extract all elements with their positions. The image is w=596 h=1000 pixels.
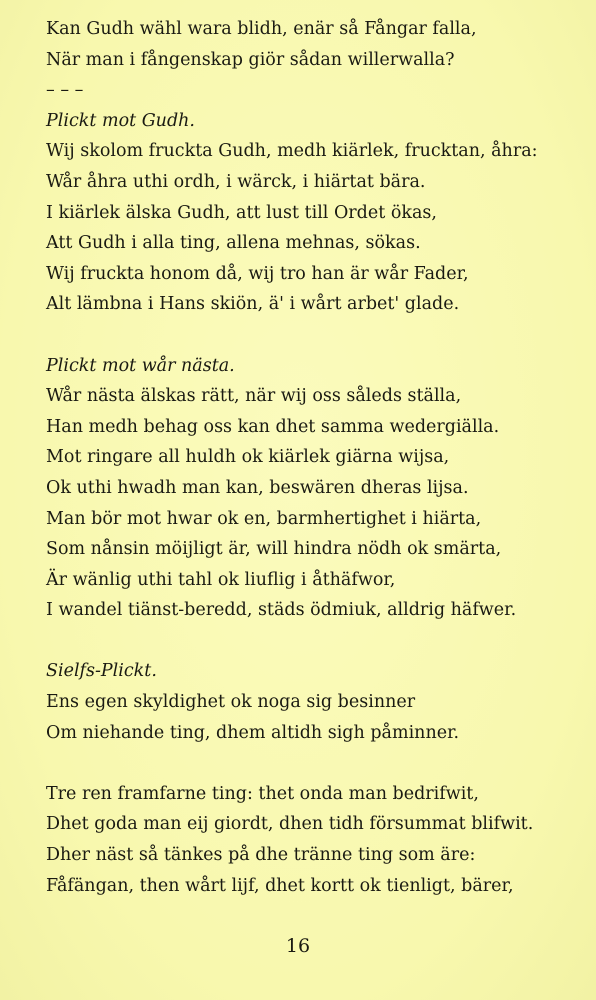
verse-line: Han medh behag oss kan dhet samma wedergiälla. [46, 416, 500, 437]
verse-line: Tre ren framfarne ting: thet onda man bedrifwit, [46, 783, 479, 804]
verse-line: Är wänlig uthi tahl ok liuflig i åthäfwor, [46, 569, 396, 590]
verse-line: Att Gudh i alla ting, allena mehnas, sökas. [46, 233, 421, 254]
verse-line: Fåfängan, then wårt lijf, dhet kortt ok tienligt, bärer, [46, 875, 514, 896]
stanza-gap [46, 626, 576, 657]
verse-line: Ok uthi hwadh man kan, beswären dheras lijsa. [46, 477, 469, 498]
verse-line: Om niehande ting, dhem altidh sigh påminner. [46, 722, 460, 743]
page-number: 16 [285, 935, 311, 957]
verse-line: I kiärlek älska Gudh, att lust till Ordet ökas, [46, 202, 437, 223]
verse-line: Man bör mot hwar ok en, barmhertighet i hiärta, [46, 508, 482, 529]
verse-line: Alt lämbna i Hans skiön, ä' i wårt arbet' glade. [46, 294, 460, 315]
section-heading-gud: Plickt mot Gudh. [46, 110, 195, 131]
poem-text [46, 14, 576, 901]
verse-line: Dhet goda man eij giordt, dhen tidh försummat blifwit. [46, 814, 534, 835]
stanza-gap [46, 748, 576, 779]
section-heading-nasta: Plickt mot wår nästa. [46, 355, 235, 376]
verse-line: Som nånsin möijligt är, will hindra nödh ok smärta, [46, 539, 502, 560]
stanza-gap [46, 320, 576, 351]
verse-line: Mot ringare all huldh ok kiärlek giärna wijsa, [46, 447, 450, 468]
section-heading-sielfs: Sielfs-Plickt. [46, 661, 157, 682]
verse-line: Ens egen skyldighet ok noga sig besinner [46, 692, 416, 713]
verse-line: Wår nästa älskas rätt, när wij oss såleds ställa, [46, 386, 462, 407]
verse-line: Dher näst så tänkes på dhe tränne ting som äre: [46, 845, 476, 866]
verse-line: Kan Gudh wähl wara blidh, enär så Fångar falla, [46, 19, 477, 39]
verse-line: Wår åhra uthi ordh, i wärck, i hiärtat bära. [46, 171, 426, 192]
verse-line: I wandel tiänst-beredd, städs ödmiuk, alldrig häfwer. [46, 600, 517, 621]
section-divider: – – – [46, 80, 84, 101]
verse-line: När man i fångenskap giör sådan willerwalla? [46, 49, 455, 70]
verse-line: Wij skolom fruckta Gudh, medh kiärlek, frucktan, åhra: [46, 141, 538, 162]
verse-line: Wij fruckta honom då, wij tro han är wår Fader, [46, 263, 469, 284]
